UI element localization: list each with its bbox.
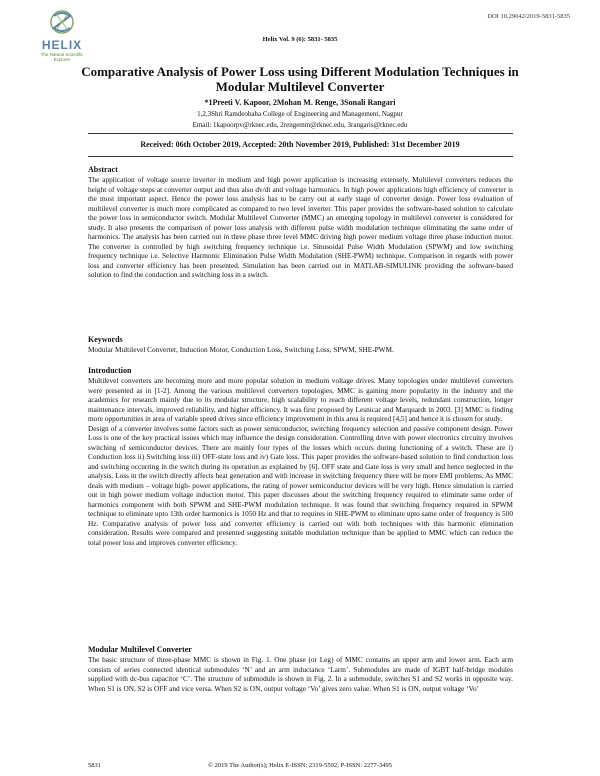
copyright-footer: © 2019 The Author(s); Helix E-ISSN: 2319-5592; P-ISSN: 2277-3495: [208, 762, 392, 769]
affiliation: 1,2,3Shri Ramdeobaba College of Engineering and Management, Nagpur: [197, 110, 403, 118]
keywords-section: [88, 335, 513, 355]
mmc-heading: Modular Multilevel Converter: [88, 645, 192, 654]
keywords-text: Modular Multilevel Converter, Induction Motor, Conduction Loss, Switching Loss, SPWM, SHE-PWM.: [88, 345, 394, 354]
introduction-paragraph-1: Multilevel converters are becoming more and more popular solution in medium voltage drives. Many topologies under multilevel converters were presented as in [1-2]. Among the various multilevel converters topologies, MMC is gaining more popularity in the industry and the academics for research mainly due to its modular structure, high scalability to reach different voltage levels, redundant construction, longer maintenance intervals, improved reliability, and higher efficiency. It was first proposed by Lesnicar and Marquardt in 2003. [3] MMC is finding more opportunities in area of variable speed drives since efficiency improvement in this area is required [4,5] and hence it is chosen for study.: [88, 376, 513, 423]
divider-top: [88, 133, 513, 134]
abstract-section: [88, 165, 513, 280]
introduction-paragraph-2: Design of a converter involves some factors such as power semiconductor, switching frequency selection and passive component design. Power Loss is one of the key practical issues which may influence the design consideration. Controlling drive with power electronics circuitry involves switching of semiconductor devices. There are mainly four types of the losses which occurs during functioning of a switch. These are i) Conduction loss ii) Switching loss iii) OFF-state loss and iv) Gate loss. This paper provides the software-based solution to find conduction loss and switching occurring in the switch during its operation as explained by [6]. OFF state and Gate loss is very small and hence neglected in the analysis. Loss in the switch directly affects heat generation and with increase in switching frequency there will be more EMI problems. As MMC deals with medium – voltage high- power applications, the rating of power semiconductor devices will be very high. Hence simulation is carried out in high power medium voltage induction motor. This paper discusses about the switching frequency required to eliminate same order of harmonics component with both SPWM and SHE-PWM modulation technique. It was found that switching frequency required in SPWM technique to eliminate upto 13th order harmonics is 1050 Hz and that to requires in SHE-PWM to eliminate upto same order of frequency is 500 Hz. Comparative analysis of power loss and converter efficiency is carried out with both techniques with this harmonic elimination consideration. Results were compared and presented suggesting suitable modulation technique than be applied to MMC which can reduce the total power loss and improves converter efficiency.: [88, 423, 513, 547]
abstract-heading: Abstract: [88, 165, 118, 174]
helix-swirl-icon: [32, 6, 92, 40]
mmc-section: [88, 645, 513, 693]
authors: *1Preeti V. Kapoor, 2Mohan M. Renge, 3Sonali Rangari: [204, 98, 396, 107]
publication-dates: Received: 06th October 2019, Accepted: 20th November 2019, Published: 31st December 2019: [140, 140, 460, 149]
doi: DOI 10.29042/2019-5831-5835: [487, 13, 570, 20]
page-number: 5831: [88, 762, 101, 769]
author-emails: Email: 1kapoorpv@rknec.edu, 2rengemm@rknec.edu, 3rangaris@rknec.edu: [192, 121, 408, 129]
introduction-section: [88, 366, 513, 547]
journal-citation: Helix Vol. 9 (6): 5831- 5835: [262, 36, 338, 43]
mmc-text: The basic structure of three-phase MMC is shown in Fig. 1. One phase (or Leg) of MMC contains an upper arm and lower arm. Each arm consists of series connected identical submodules ‘N’ and an arm inductance ‘Larm’. Submodules are made of IGBT half-bridge modules supplied with dc-bus capacitor ‘C’. The structure of submodule is shown in Fig. 2. In a submodule, switches S1 and S2 works in opposite way. When S1 is ON, S2 is OFF and vice versa. When S2 is ON, output voltage ‘Vo’ gives zero value. When S1 is ON, output voltage ‘Vo’: [88, 655, 513, 693]
logo-tagline: The Natural Scientific Explorer: [40, 52, 84, 62]
logo-name: HELIX: [41, 38, 83, 52]
keywords-heading: Keywords: [88, 335, 123, 344]
introduction-heading: Introduction: [88, 366, 132, 375]
paper-title: Comparative Analysis of Power Loss using Different Modulation Techniques in Modular Multilevel Converter: [81, 64, 519, 94]
divider-bottom: [88, 156, 513, 157]
abstract-text: The application of voltage source inverter in medium and high power application is increasing extensely. Multilevel converters reduces the height of voltage steps at converter output and thus also dv/dt and voltage harmonics. In high power applications high efficiency of converter is the most important aspect. Hence the power loss analysis has to be carry out at early stage of converter design. Power loss evaluation of multilevel converter is much more complicated as compared to two level inverter. This paper provides the software-based solution to calculate the power loss in semiconductor switch. Modular Multilevel Converter (MMC) an emerging topology in multilevel converter is considered for study. It also presents the comparison of power loss analysis with different pulse width modulation technique eliminating the same order of harmonics. The analysis has been carried out in three phase three level MMC driving high power medium voltage three phase induction motor. The converter is controlled by high switching frequency technique i.e. Sinusoidal Pulse Width Modulation (SPWM) and low switching frequency technique i.e. Selective Harmonic Elimination Pulse Width Modulation (SHE-PWM) technique. Comparison in regards with power loss and converter efficiency has been presented. Simulation has been carried out in MATLAB-SIMULINK providing the software-based solution to find the conduction and switching loss in a switch.: [88, 175, 513, 279]
